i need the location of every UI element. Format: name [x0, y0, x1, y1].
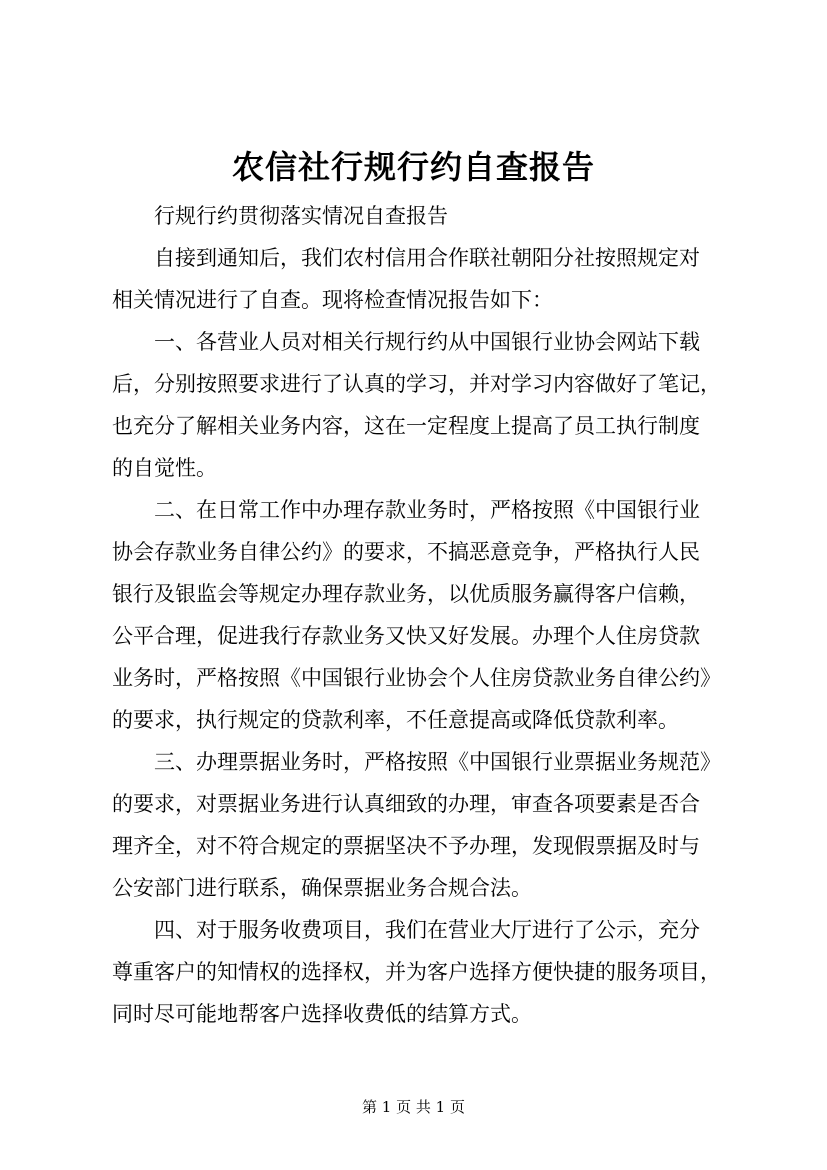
paragraph-line: 的要求，执行规定的贷款利率，不任意提高或降低贷款利率。 [112, 708, 679, 732]
paragraph-line: 银行及银监会等规定办理存款业务，以优质服务赢得客户信赖， [112, 582, 700, 606]
paragraph-line: 同时尽可能地帮客户选择收费低的结算方式。 [112, 1002, 532, 1026]
paragraph-line: 业务时，严格按照《中国银行业协会个人住房贷款业务自律公约》 [112, 666, 721, 690]
paragraph-line: 也充分了解相关业务内容，这在一定程度上提高了员工执行制度 [112, 414, 700, 438]
paragraph-line: 的要求，对票据业务进行认真细致的办理，审查各项要素是否合 [112, 792, 700, 816]
paragraph-line: 三、办理票据业务时，严格按照《中国银行业票据业务规范》 [154, 750, 721, 774]
paragraph-line: 公平合理，促进我行存款业务又快又好发展。办理个人住房贷款 [112, 624, 700, 648]
paragraph-line: 自接到通知后，我们农村信用合作联社朝阳分社按照规定对 [154, 246, 700, 270]
paragraph-line: 协会存款业务自律公约》的要求，不搞恶意竞争，严格执行人民 [112, 540, 700, 564]
paragraph-line: 理齐全，对不符合规定的票据坚决不予办理，发现假票据及时与 [112, 834, 700, 858]
paragraph-line: 一、各营业人员对相关行规行约从中国银行业协会网站下载 [154, 330, 700, 354]
document-title: 农信社行规行约自查报告 [231, 148, 595, 186]
paragraph-line: 四、对于服务收费项目，我们在营业大厅进行了公示，充分 [154, 918, 700, 942]
paragraph-line: 后，分别按照要求进行了认真的学习，并对学习内容做好了笔记， [112, 372, 721, 396]
page-footer: 第 1 页 共 1 页 [362, 1098, 465, 1116]
paragraph-line: 公安部门进行联系，确保票据业务合规合法。 [112, 876, 532, 900]
paragraph-line: 相关情况进行了自查。现将检查情况报告如下： [112, 288, 553, 312]
subtitle-line: 行规行约贯彻落实情况自查报告 [154, 204, 448, 228]
paragraph-line: 二、在日常工作中办理存款业务时，严格按照《中国银行业 [154, 498, 700, 522]
paragraph-line: 尊重客户的知情权的选择权，并为客户选择方便快捷的服务项目， [112, 960, 721, 984]
paragraph-line: 的自觉性。 [112, 456, 217, 480]
